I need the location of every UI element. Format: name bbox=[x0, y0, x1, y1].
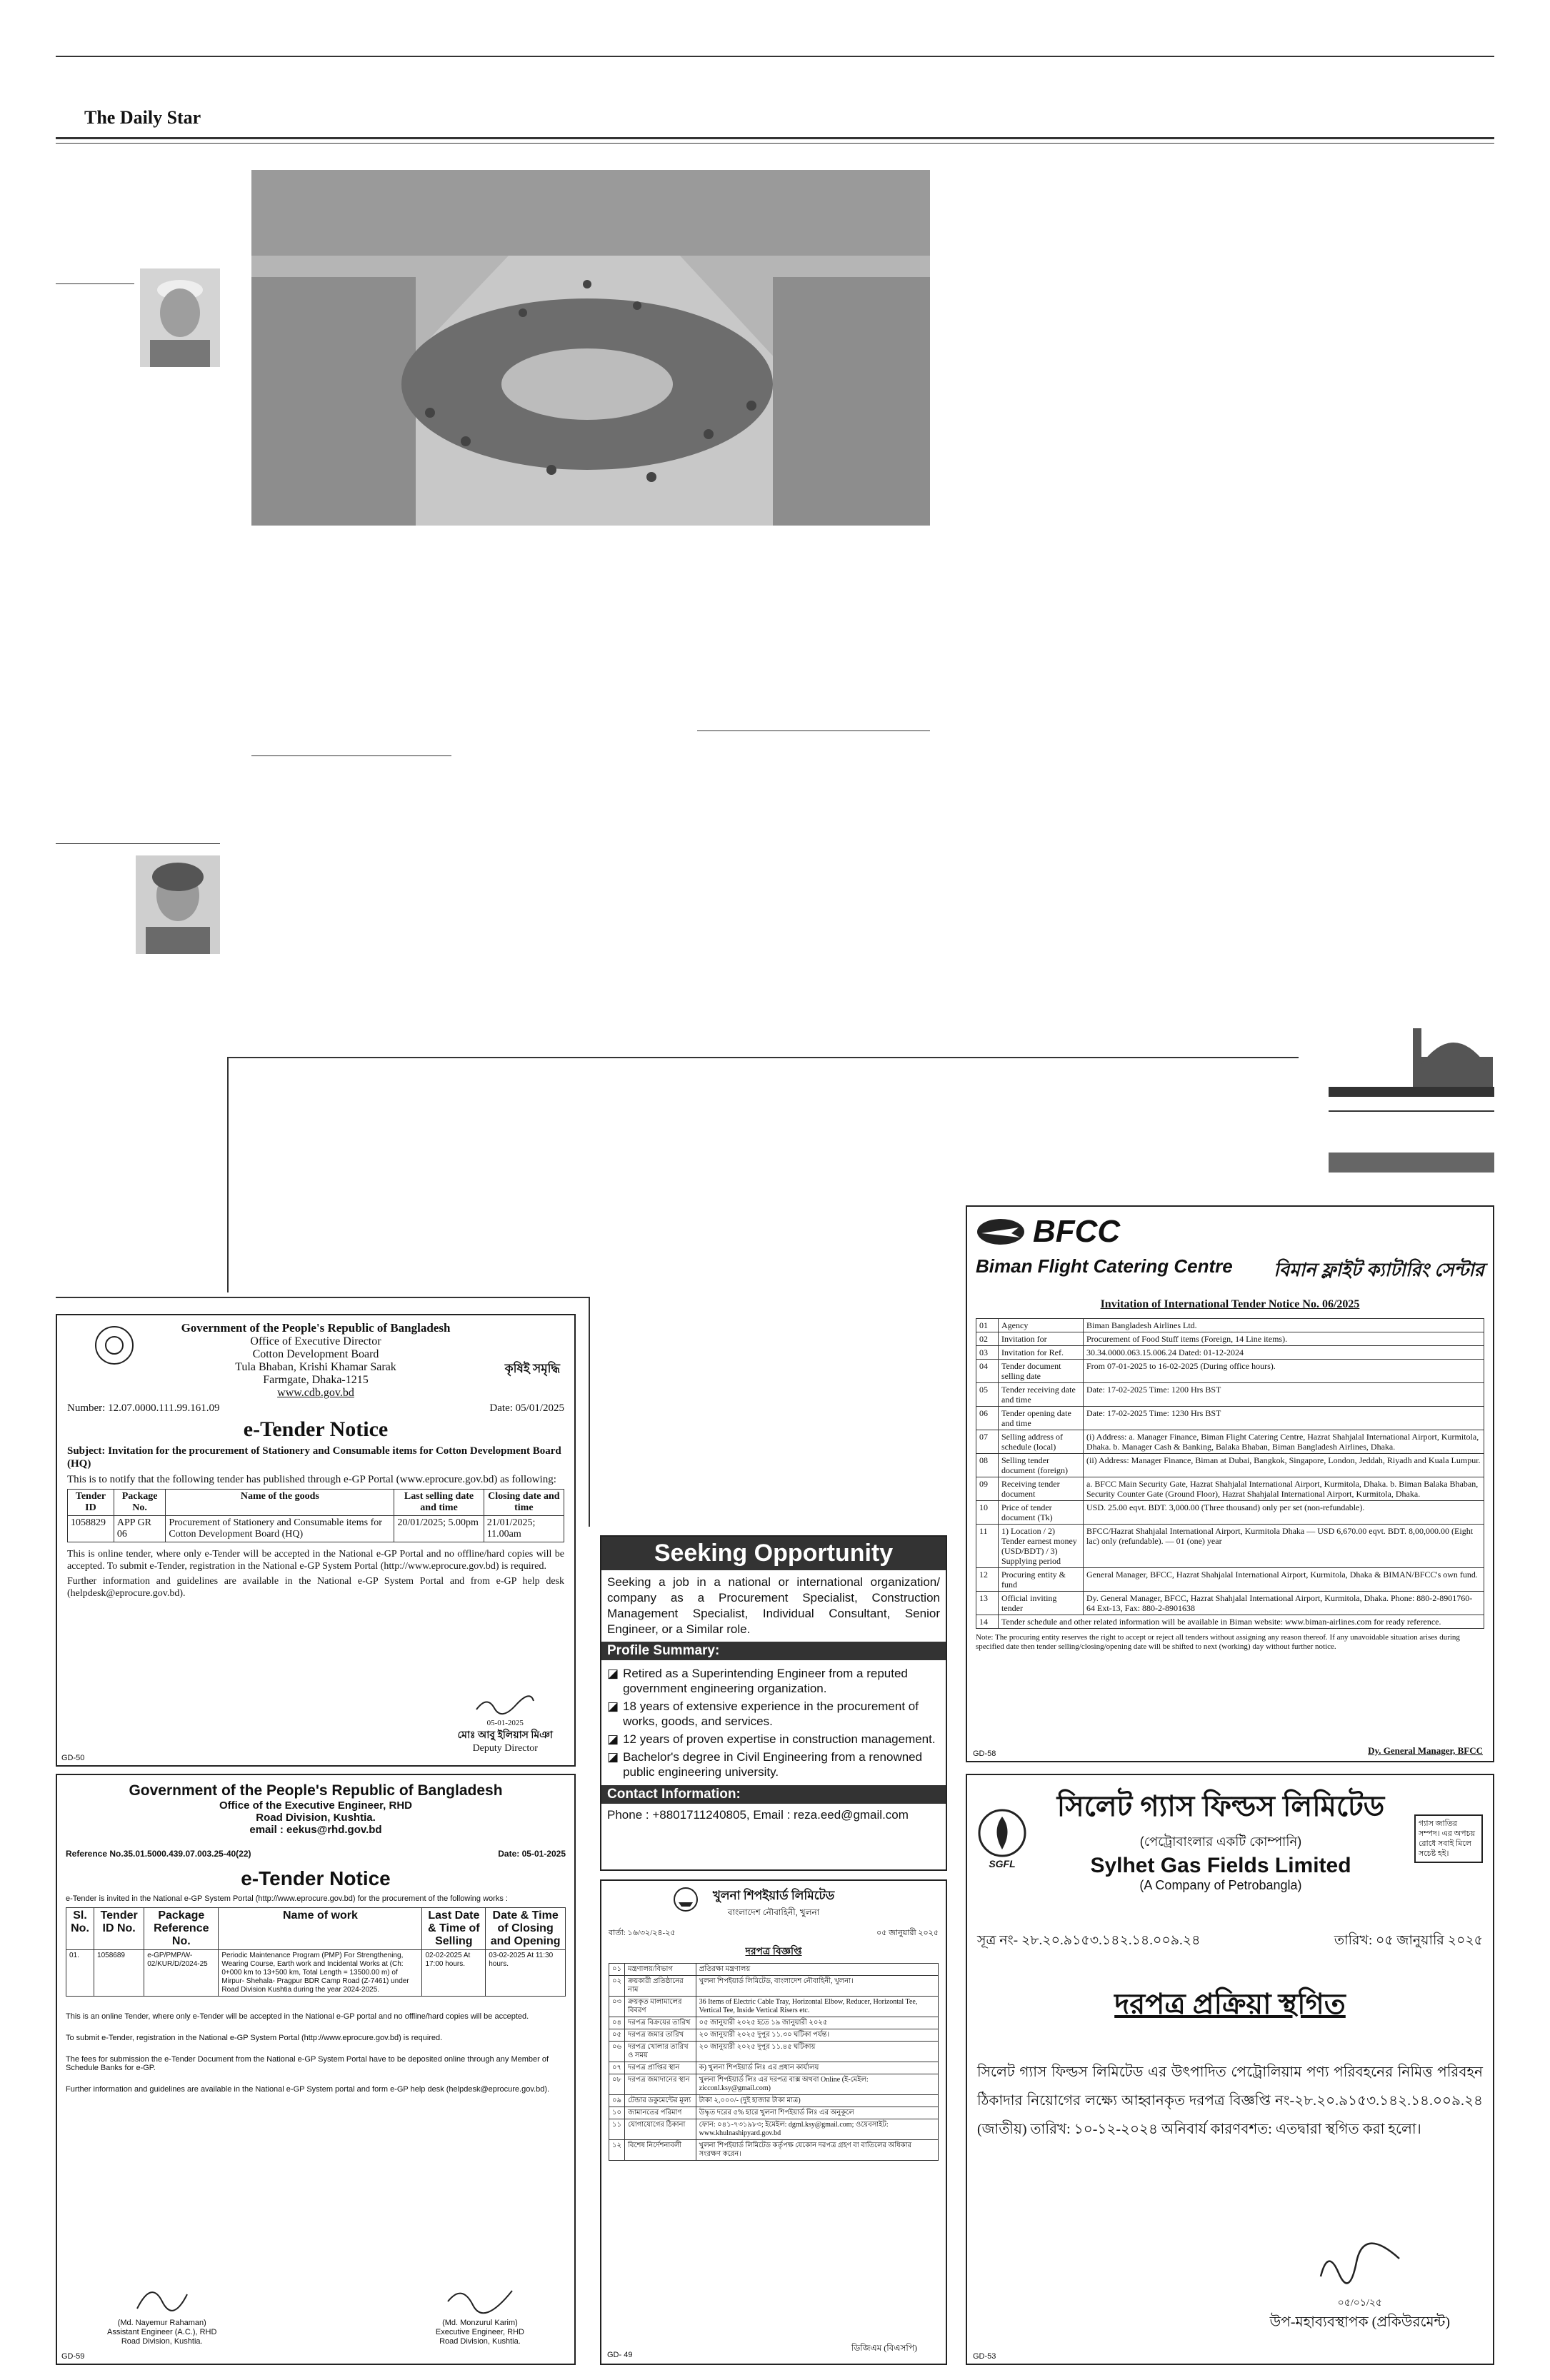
ksy-table-cell: ০৩ bbox=[609, 1997, 625, 2017]
cdb-sig-title: Deputy Director bbox=[472, 1743, 538, 1754]
bfcc-table-cell: 1) Location / 2) Tender earnest money (USD/BDT) / 3) Supplying period bbox=[999, 1525, 1084, 1568]
bfcc-table-row bbox=[976, 1592, 1484, 1615]
rhd-signature-1 bbox=[107, 2280, 216, 2319]
bfcc-table-cell: Tender schedule and other related information will be available in Biman website: www.biman-airlines.com for ready reference. bbox=[999, 1615, 1484, 1629]
ksy-table bbox=[609, 1963, 939, 2161]
bfcc-table-cell: Invitation for Ref. bbox=[999, 1346, 1084, 1360]
cdb-slogan: কৃষিই সমৃদ্ধি bbox=[504, 1362, 560, 1375]
seeking-ad bbox=[600, 1535, 947, 1871]
bfcc-table-cell: (ii) Address: Manager Finance, Biman at Dubai, Bangkok, Singapore, London, Jeddah, Riyadh and Kuala Lumpur. bbox=[1084, 1454, 1484, 1477]
cdb-addr2: Farmgate, Dhaka-1215 bbox=[263, 1374, 369, 1386]
columnist-portrait-1 bbox=[140, 268, 220, 367]
rhd-sig2-t1: Executive Engineer, RHD bbox=[435, 2328, 524, 2336]
bfcc-table-row bbox=[976, 1501, 1484, 1525]
sgfl-ref: সূত্র নং- ২৮.২০.৯১৫৩.১৪২.১৪.০০৯.২৪ bbox=[977, 1933, 1201, 1948]
cdb-intro: This is to notify that the following tender has published through e-GP Portal (www.eprocure.gov.bd) as following: bbox=[67, 1474, 556, 1485]
sgfl-gd: GD-53 bbox=[973, 2352, 996, 2361]
bfcc-table-cell: Price of tender document (Tk) bbox=[999, 1501, 1084, 1525]
ksy-table-row bbox=[609, 2140, 939, 2161]
rhd-sig1-name: (Md. Nayemur Rahaman) bbox=[117, 2319, 206, 2327]
ksy-sub: বাংলাদেশ নৌবাহিনী, খুলনা bbox=[727, 1907, 820, 1917]
ksy-table-cell: ২০ জানুয়ারী ২০২৫ দুপুর ১১.৪৫ ঘটিকায় bbox=[696, 2042, 938, 2062]
bfcc-table-row bbox=[976, 1568, 1484, 1592]
cdb-ad bbox=[56, 1314, 576, 1767]
bfcc-table-cell: Procurement of Food Stuff items (Foreign, 14 Line items). bbox=[1084, 1332, 1484, 1346]
ksy-table-cell: দরপত্র জমার তারিখ bbox=[625, 2029, 696, 2042]
ksy-table-cell: ১০ bbox=[609, 2107, 625, 2119]
ksy-table-cell: খুলনা শিপইয়ার্ড লিমিটেড কর্তৃপক্ষ যেকোন দরপত্র গ্রহণ বা বাতিলের অধিকার সংরক্ষণ করেন। bbox=[696, 2140, 938, 2161]
ksy-table-row bbox=[609, 2029, 939, 2042]
ksy-table-row bbox=[609, 2095, 939, 2107]
rhd-table-cell: 1058689 bbox=[94, 1950, 144, 1997]
bfcc-table-cell: Tender opening date and time bbox=[999, 1407, 1084, 1430]
cdb-web: www.cdb.gov.bd bbox=[277, 1387, 354, 1399]
ksy-ref: বার্তা: ১৬/৩২/২৪-২৫ bbox=[609, 1929, 676, 1937]
ksy-table-cell: ২০ জানুয়ারী ২০২৫ দুপুর ১১.৩০ ঘটিকা পর্যন্ত। bbox=[696, 2029, 938, 2042]
ksy-table-cell: দরপত্র খোলার তারিখ ও সময় bbox=[625, 2042, 696, 2062]
rhd-table-header: Sl. No. bbox=[66, 1908, 94, 1950]
cdb-table-cell: 21/01/2025; 11.00am bbox=[484, 1516, 564, 1542]
bfcc-table-cell: Receiving tender document bbox=[999, 1477, 1084, 1501]
ksy-table-row bbox=[609, 2017, 939, 2029]
bfcc-table-row bbox=[976, 1332, 1484, 1346]
rhd-email: email : eekus@rhd.gov.bd bbox=[249, 1824, 382, 1836]
ksy-table-cell: ০৬ bbox=[609, 2042, 625, 2062]
bfcc-table-cell: Procuring entity & fund bbox=[999, 1568, 1084, 1592]
cdb-table-cell: 20/01/2025; 5.00pm bbox=[394, 1516, 484, 1542]
bfcc-table-row bbox=[976, 1525, 1484, 1568]
bfcc-table-cell: 13 bbox=[976, 1592, 999, 1615]
bfcc-table-row bbox=[976, 1454, 1484, 1477]
seeking-intro: Seeking a job in a national or international organization/ company as a Procurement Specialist, Construction Management Specialist, Individual Consultant, Senior Engineer, or a Similar role. bbox=[607, 1575, 940, 1636]
ksy-table-cell: প্রতিরক্ষা মন্ত্রণালয় bbox=[696, 1964, 938, 1976]
ksy-table-row bbox=[609, 1964, 939, 1976]
cdb-gov: Government of the People's Republic of Bangladesh bbox=[181, 1321, 451, 1335]
mosque-rule bbox=[1329, 1110, 1494, 1112]
seeking-bullet: ◪ 12 years of proven expertise in construction management. bbox=[607, 1732, 936, 1746]
bfcc-table-row bbox=[976, 1346, 1484, 1360]
ksy-signer: ডিজিএম (বিএসপি) bbox=[851, 2343, 917, 2353]
bfcc-table-cell: 30.34.0000.063.15.006.24 Dated: 01-12-2024 bbox=[1084, 1346, 1484, 1360]
rhd-division: Road Division, Kushtia. bbox=[256, 1812, 376, 1824]
mosque-icon bbox=[1329, 1021, 1494, 1101]
rhd-table-header: Last Date & Time of Selling bbox=[422, 1908, 486, 1950]
cdb-table-header: Tender ID bbox=[68, 1490, 114, 1516]
ksy-table-row bbox=[609, 1976, 939, 1997]
seeking-profile-head: Profile Summary: bbox=[601, 1642, 946, 1660]
rhd-sig1-t2: Road Division, Kushtia. bbox=[121, 2337, 203, 2346]
seeking-bullet: ◪ Retired as a Superintending Engineer from a reputed government engineering organization. bbox=[607, 1667, 908, 1695]
bfcc-table-cell: 05 bbox=[976, 1383, 999, 1407]
bfcc-table-cell: From 07-01-2025 to 16-02-2025 (During office hours). bbox=[1084, 1360, 1484, 1383]
bfcc-table-cell: Tender document selling date bbox=[999, 1360, 1084, 1383]
ksy-table-cell: ০৫ জানুয়ারী ২০২৫ হতে ১৯ জানুয়ারী ২০২৫ bbox=[696, 2017, 938, 2029]
ksy-table-row bbox=[609, 1997, 939, 2017]
cdb-number: Number: 12.07.0000.111.99.161.09 bbox=[67, 1402, 220, 1414]
rhd-signature-2 bbox=[436, 2280, 524, 2319]
ksy-table-cell: যোগাযোগের ঠিকানা bbox=[625, 2119, 696, 2140]
ksy-table-cell: ০২ bbox=[609, 1976, 625, 1997]
cdb-title: e-Tender Notice bbox=[243, 1417, 389, 1441]
bfcc-logo: BFCC bbox=[1033, 1214, 1121, 1249]
ksy-table-cell: ক্রয়কারী প্রতিষ্ঠানের নাম bbox=[625, 1976, 696, 1997]
ksy-table-cell: ০৪ bbox=[609, 2017, 625, 2029]
ksy-table-row bbox=[609, 2119, 939, 2140]
ksy-table-cell: মন্ত্রণালয়/বিভাগ bbox=[625, 1964, 696, 1976]
ksy-table-cell: খুলনা শিপইয়ার্ড লিমিটেড, বাংলাদেশ নৌবাহিনী, খুলনা। bbox=[696, 1976, 938, 1997]
bfcc-table-cell: General Manager, BFCC, Hazrat Shahjalal International Airport, Kurmitola, Dhaka & BIMAN/BFCC's own fund. bbox=[1084, 1568, 1484, 1592]
cdb-subject: Subject: Invitation for the procurement of Stationery and Consumable items for Cotton Development Board (HQ) bbox=[67, 1445, 561, 1470]
ksy-table-cell: ফোন: ০৪১-৭৩১৯৮৩; ইমেইল: dgml.ksy@gmail.com; ওয়েবসাইট: www.khulnashipyard.gov.bd bbox=[696, 2119, 938, 2140]
columnist-portrait-2 bbox=[136, 855, 220, 954]
ksy-table-cell: 36 Items of Electric Cable Tray, Horizontal Elbow, Reducer, Horizontal Tee, Vertical Tee, Inside Vertical Risers etc. bbox=[696, 1997, 938, 2017]
bfcc-table-cell: 09 bbox=[976, 1477, 999, 1501]
rhd-sig2-name: (Md. Monzurul Karim) bbox=[442, 2319, 518, 2327]
bfcc-table-cell: 08 bbox=[976, 1454, 999, 1477]
ksy-table-cell: ক্রয়কৃত মালামালের বিবরণ bbox=[625, 1997, 696, 2017]
bfcc-table-cell: (i) Address: a. Manager Finance, Biman Flight Catering Centre, Hazrat Shahjalal International Airport, Kurmitola, Dhaka. b. Manager Cash & Banking, Balaka Bhaban, Biman Bangladesh Airlines, Dhaka. bbox=[1084, 1430, 1484, 1454]
rhd-table-header: Package Reference No. bbox=[144, 1908, 219, 1950]
ad-frame-line bbox=[227, 1057, 229, 1292]
column-rule bbox=[56, 283, 134, 284]
bfcc-table-cell: 14 bbox=[976, 1615, 999, 1629]
cdb-emblem-icon bbox=[94, 1325, 134, 1365]
cdb-table-header: Name of the goods bbox=[166, 1490, 394, 1516]
ksy-table-cell: ০৮ bbox=[609, 2074, 625, 2095]
rhd-intro: e-Tender is invited in the National e-GP System Portal (http://www.eprocure.gov.bd) for the procurement of the following works : bbox=[66, 1894, 508, 1903]
ksy-date: ০৫ জানুয়ারী ২০২৫ bbox=[876, 1929, 939, 1937]
ksy-title: দরপত্র বিজ্ঞপ্তি bbox=[745, 1947, 802, 1957]
ksy-table-cell: দরপত্র বিক্রয়ের তারিখ bbox=[625, 2017, 696, 2029]
cdb-para1: This is online tender, where only e-Tender will be accepted in the National e-GP Portal and no offline/hard copies will be accepted. To submit e-Tender, registration in the National e-GP System Portal (http://www.eprocure.gov.bd) is required. bbox=[67, 1549, 564, 1572]
cdb-table-cell: APP GR 06 bbox=[114, 1516, 165, 1542]
top-rule bbox=[56, 56, 1494, 57]
bfcc-table-row bbox=[976, 1383, 1484, 1407]
bfcc-table-cell: BFCC/Hazrat Shahjalal International Airport, Kurmitola Dhaka — USD 6,670.00 eqvt. BDT. 8,00,000.00 (Eight lac) only (refundable). — 01 (one) year bbox=[1084, 1525, 1484, 1568]
sgfl-name-en: Sylhet Gas Fields Limited bbox=[1090, 1854, 1351, 1877]
rhd-date: Date: 05-01-2025 bbox=[498, 1849, 566, 1859]
cdb-table-cell: Procurement of Stationery and Consumable items for Cotton Development Board (HQ) bbox=[166, 1516, 394, 1542]
rhd-table-cell: Periodic Maintenance Program (PMP) For Strengthening, Wearing Course, Earth work and Incidental Works at (Ch: 0+000 km to 13+500 km, Total Length = 13500.00 m) of Mirpur- Shehala- Pragpur BDR Camp Road (Z-7461) under Road Division Kushtia during the year 2024-2025. bbox=[219, 1950, 422, 1997]
bfcc-table-cell: 10 bbox=[976, 1501, 999, 1525]
rhd-sig1-t1: Assistant Engineer (A.C.), RHD bbox=[107, 2328, 217, 2336]
cdb-sig-name: মোঃ আবু ইলিয়াস মিঞা bbox=[457, 1730, 553, 1741]
section-rule-2 bbox=[697, 730, 930, 731]
bfcc-table-cell: Selling tender document (foreign) bbox=[999, 1454, 1084, 1477]
bfcc-table-cell: 07 bbox=[976, 1430, 999, 1454]
bfcc-table-cell: Tender receiving date and time bbox=[999, 1383, 1084, 1407]
seeking-contact: Phone : +8801711240805, Email : reza.eed@gmail.com bbox=[607, 1808, 909, 1822]
bfcc-plane-icon bbox=[976, 1217, 1026, 1246]
rhd-gov: Government of the People's Republic of Bangladesh bbox=[129, 1782, 503, 1799]
bfcc-table-cell: 11 bbox=[976, 1525, 999, 1568]
ksy-table-row bbox=[609, 2074, 939, 2095]
bullet-icon: ◪ bbox=[607, 1699, 619, 1713]
news-photo bbox=[251, 170, 930, 526]
bfcc-name-en: Biman Flight Catering Centre bbox=[976, 1255, 1233, 1277]
ksy-org: খুলনা শিপইয়ার্ড লিমিটেড bbox=[712, 1889, 835, 1902]
cdb-para2: Further information and guidelines are available in the National e-GP System Portal and from e-GP help desk (helpdesk@eprocure.gov.bd). bbox=[67, 1576, 564, 1599]
bfcc-table-cell: Date: 17-02-2025 Time: 1230 Hrs BST bbox=[1084, 1407, 1484, 1430]
cdb-table-header: Closing date and time bbox=[484, 1490, 564, 1516]
sgfl-ad bbox=[966, 1774, 1494, 2365]
cdb-signature bbox=[458, 1695, 554, 1717]
masthead: The Daily Star bbox=[84, 107, 201, 128]
bullet-icon: ◪ bbox=[607, 1750, 619, 1764]
ksy-table-cell: দরপত্র প্রাপ্তির স্থান bbox=[625, 2062, 696, 2074]
sgfl-sub-en: (A Company of Petrobangla) bbox=[1139, 1878, 1302, 1892]
bfcc-table-row bbox=[976, 1615, 1484, 1629]
bfcc-table-row bbox=[976, 1319, 1484, 1332]
cdb-table-cell: 1058829 bbox=[68, 1516, 114, 1542]
rhd-table-header: Tender ID No. bbox=[94, 1908, 144, 1950]
sgfl-logo: SGFL bbox=[989, 1857, 1016, 1869]
ad-frame-line-mid bbox=[589, 1297, 590, 1527]
ksy-table-cell: জামানতের পরিমাণ bbox=[625, 2107, 696, 2119]
ksy-table-cell: ক) খুলনা শিপইয়ার্ড লিঃ এর প্রধান কার্যালয় bbox=[696, 2062, 938, 2074]
rhd-table bbox=[66, 1907, 566, 1997]
rhd-ref: Reference No.35.01.5000.439.07.003.25-40(22) bbox=[66, 1849, 251, 1859]
bfcc-table-cell: 06 bbox=[976, 1407, 999, 1430]
sgfl-flame-icon bbox=[977, 1808, 1027, 1858]
ksy-ad bbox=[600, 1879, 947, 2365]
rhd-p2: To submit e-Tender, registration in the National e-GP System Portal (http://www.eprocure.gov.bd) is required. bbox=[66, 2034, 443, 2042]
cdb-date: Date: 05/01/2025 bbox=[489, 1402, 564, 1414]
rhd-p1: This is an online Tender, where only e-Tender will be accepted in the National e-GP portal and no offline/hard copies will be accepted. bbox=[66, 2012, 529, 2021]
bfcc-table-cell: Invitation for bbox=[999, 1332, 1084, 1346]
ksy-gd: GD- 49 bbox=[607, 2351, 633, 2359]
bfcc-table-cell: Biman Bangladesh Airlines Ltd. bbox=[1084, 1319, 1484, 1332]
ksy-table-cell: ০৫ bbox=[609, 2029, 625, 2042]
sgfl-signature bbox=[1270, 2241, 1450, 2294]
sgfl-name-bn: সিলেট গ্যাস ফিল্ডস লিমিটেড bbox=[1056, 1791, 1385, 1822]
rhd-table-header: Name of work bbox=[219, 1908, 422, 1950]
rhd-table-header: Date & Time of Closing and Opening bbox=[486, 1908, 566, 1950]
bfcc-table-cell: USD. 25.00 eqvt. BDT. 3,000.00 (Three thousand) only per set (non-refundable). bbox=[1084, 1501, 1484, 1525]
ksy-table-row bbox=[609, 2107, 939, 2119]
rhd-table-cell: 02-02-2025 At 17:00 hours. bbox=[422, 1950, 486, 1997]
bfcc-table bbox=[976, 1318, 1484, 1629]
cdb-table bbox=[67, 1489, 564, 1542]
mosque-bar bbox=[1329, 1153, 1494, 1173]
rhd-office: Office of the Executive Engineer, RHD bbox=[219, 1799, 413, 1812]
sgfl-slogan: গ্যাস জাতির সম্পদ। এর অপচয় রোধে সবাই মিলে সচেষ্ট হই। bbox=[1414, 1814, 1483, 1863]
rhd-table-cell: e-GP/PMP/W-02/KUR/D/2024-25 bbox=[144, 1950, 219, 1997]
rhd-gd: GD-59 bbox=[61, 2352, 85, 2361]
bfcc-table-cell: Agency bbox=[999, 1319, 1084, 1332]
bfcc-table-cell: 01 bbox=[976, 1319, 999, 1332]
cdb-office: Office of Executive Director bbox=[250, 1335, 381, 1347]
ksy-table-row bbox=[609, 2062, 939, 2074]
bfcc-table-cell: 02 bbox=[976, 1332, 999, 1346]
ksy-table-cell: টাকা ২,০০০/- (দুই হাজার টাকা মাত্র) bbox=[696, 2095, 938, 2107]
ksy-table-cell: ১২ bbox=[609, 2140, 625, 2161]
bfcc-notice-title: Invitation of International Tender Notice No. 06/2025 bbox=[1100, 1298, 1360, 1310]
cdb-addr1: Tula Bhaban, Krishi Khamar Sarak bbox=[235, 1361, 396, 1373]
masthead-rule-thin bbox=[56, 143, 1494, 144]
bullet-icon: ◪ bbox=[607, 1732, 619, 1746]
ksy-table-cell: টেন্ডার ডকুমেন্টের মূল্য bbox=[625, 2095, 696, 2107]
bfcc-table-cell: a. BFCC Main Security Gate, Hazrat Shahjalal International Airport, Kurmitola, Dhaka. b. Biman Balaka Bhaban, Security Counter Gate (Ground Floor), Hazrat Shahjalal International Airport, Kurmitola, Dhaka. bbox=[1084, 1477, 1484, 1501]
rhd-p3: The fees for submission the e-Tender Document from the National e-GP System Portal have to be deposited online through any Member of Schedule Banks for e-GP. bbox=[66, 2055, 549, 2072]
sgfl-signer: উপ-মহাব্যবস্থাপক (প্রকিউরমেন্ট) bbox=[1269, 2314, 1450, 2330]
ksy-table-cell: দরপত্র জমাদানের স্থান bbox=[625, 2074, 696, 2095]
bfcc-table-cell: 12 bbox=[976, 1568, 999, 1592]
ksy-table-cell: উদ্ধৃত দরের ৫% হারে খুলনা শিপইয়ার্ড লিঃ এর অনুকূলে bbox=[696, 2107, 938, 2119]
seeking-title: Seeking Opportunity bbox=[601, 1537, 946, 1570]
section-rule bbox=[251, 755, 451, 756]
bfcc-note: Note: The procuring entity reserves the right to accept or reject all tenders without assigning any reason thereof. If any unavoidable situation arises during specified date then tender selling/closing/opening date will be shifted to next (working) day without further notice. bbox=[976, 1633, 1460, 1651]
bfcc-table-cell: 04 bbox=[976, 1360, 999, 1383]
rhd-title: e-Tender Notice bbox=[241, 1867, 391, 1889]
column-rule-2 bbox=[56, 843, 220, 844]
bfcc-name-bn: বিমান ফ্লাইট ক্যাটারিং সেন্টার bbox=[1274, 1259, 1484, 1280]
cdb-table-header: Package No. bbox=[114, 1490, 165, 1516]
cdb-gd: GD-50 bbox=[61, 1754, 85, 1762]
ksy-table-cell: খুলনা শিপইয়ার্ড লিঃ এর দরপত্র বাক্স অথবা Online (ই-মেইল: zicconl.ksy@gmail.com) bbox=[696, 2074, 938, 2095]
ksy-emblem-icon bbox=[673, 1887, 699, 1912]
sgfl-title: দরপত্র প্রক্রিয়া স্থগিত bbox=[1114, 1988, 1346, 2020]
rhd-table-cell: 03-02-2025 At 11:30 hours. bbox=[486, 1950, 566, 1997]
bfcc-table-row bbox=[976, 1477, 1484, 1501]
ad-frame-line-top bbox=[227, 1057, 1299, 1058]
ksy-table-cell: ০১ bbox=[609, 1964, 625, 1976]
ksy-table-cell: ০৯ bbox=[609, 2095, 625, 2107]
ksy-table-cell: ১১ bbox=[609, 2119, 625, 2140]
ksy-table-row bbox=[609, 2042, 939, 2062]
bfcc-table-cell: 03 bbox=[976, 1346, 999, 1360]
bfcc-signer: Dy. General Manager, BFCC bbox=[1368, 1745, 1483, 1756]
bfcc-table-row bbox=[976, 1407, 1484, 1430]
cdb-org: Cotton Development Board bbox=[252, 1348, 379, 1360]
ad-frame-line-low bbox=[56, 1297, 590, 1298]
cdb-table-header: Last selling date and time bbox=[394, 1490, 484, 1516]
ksy-table-cell: বিশেষ নির্দেশনাবলী bbox=[625, 2140, 696, 2161]
sgfl-sig-date: ০৫/০১/২৫ bbox=[1337, 2298, 1382, 2309]
bfcc-table-cell: Dy. General Manager, BFCC, Hazrat Shahjalal International Airport, Kurmitola, Dhaka. Phone: 880-2-8901760-64 Ext-13, Fax: 880-2-8901638 bbox=[1084, 1592, 1484, 1615]
bfcc-gd: GD-58 bbox=[973, 1749, 996, 1758]
masthead-rule bbox=[56, 137, 1494, 139]
seeking-bullet: ◪ 18 years of extensive experience in the procurement of works, goods, and services. bbox=[607, 1699, 919, 1728]
bfcc-table-cell: Selling address of schedule (local) bbox=[999, 1430, 1084, 1454]
sgfl-body: সিলেট গ্যাস ফিল্ডস লিমিটেড এর উৎপাদিত পেট্রোলিয়াম পণ্য পরিবহনের নিমিত্ত পরিবহন ঠিকাদার নিয়োগের লক্ষ্যে আহ্বানকৃত দরপত্র বিজ্ঞপ্তি নং-২৮.২০.৯১৫৩.১৪২.১৪.০০৯.২৪ (জাতীয়) তারিখ: ১০-১২-২০২৪ অনিবার্য কারণবশত: এতদ্বারা স্থগিত করা হলো। bbox=[977, 2064, 1483, 2137]
rhd-p4: Further information and guidelines are available in the National e-GP System portal and form e-GP help desk (helpdesk@eprocure.gov.bd). bbox=[66, 2085, 550, 2094]
bfcc-table-cell: Official inviting tender bbox=[999, 1592, 1084, 1615]
bfcc-ad bbox=[966, 1205, 1494, 1762]
ksy-table-cell: ০৭ bbox=[609, 2062, 625, 2074]
bfcc-table-row bbox=[976, 1360, 1484, 1383]
cdb-sig-date: 05-01-2025 bbox=[486, 1719, 524, 1727]
rhd-table-cell: 01. bbox=[66, 1950, 94, 1997]
sgfl-date: তারিখ: ০৫ জানুয়ারি ২০২৫ bbox=[1334, 1933, 1483, 1948]
seeking-bullet: ◪ Bachelor's degree in Civil Engineering from a renowned public engineering university. bbox=[607, 1750, 923, 1779]
sgfl-sub-bn: (পেট্রোবাংলার একটি কোম্পানি) bbox=[1139, 1834, 1302, 1849]
bfcc-table-row bbox=[976, 1430, 1484, 1454]
seeking-contact-head: Contact Information: bbox=[601, 1785, 946, 1804]
rhd-ad bbox=[56, 1774, 576, 2365]
bfcc-table-cell: Date: 17-02-2025 Time: 1200 Hrs BST bbox=[1084, 1383, 1484, 1407]
rhd-sig2-t2: Road Division, Kushtia. bbox=[439, 2337, 521, 2346]
bullet-icon: ◪ bbox=[607, 1667, 619, 1680]
